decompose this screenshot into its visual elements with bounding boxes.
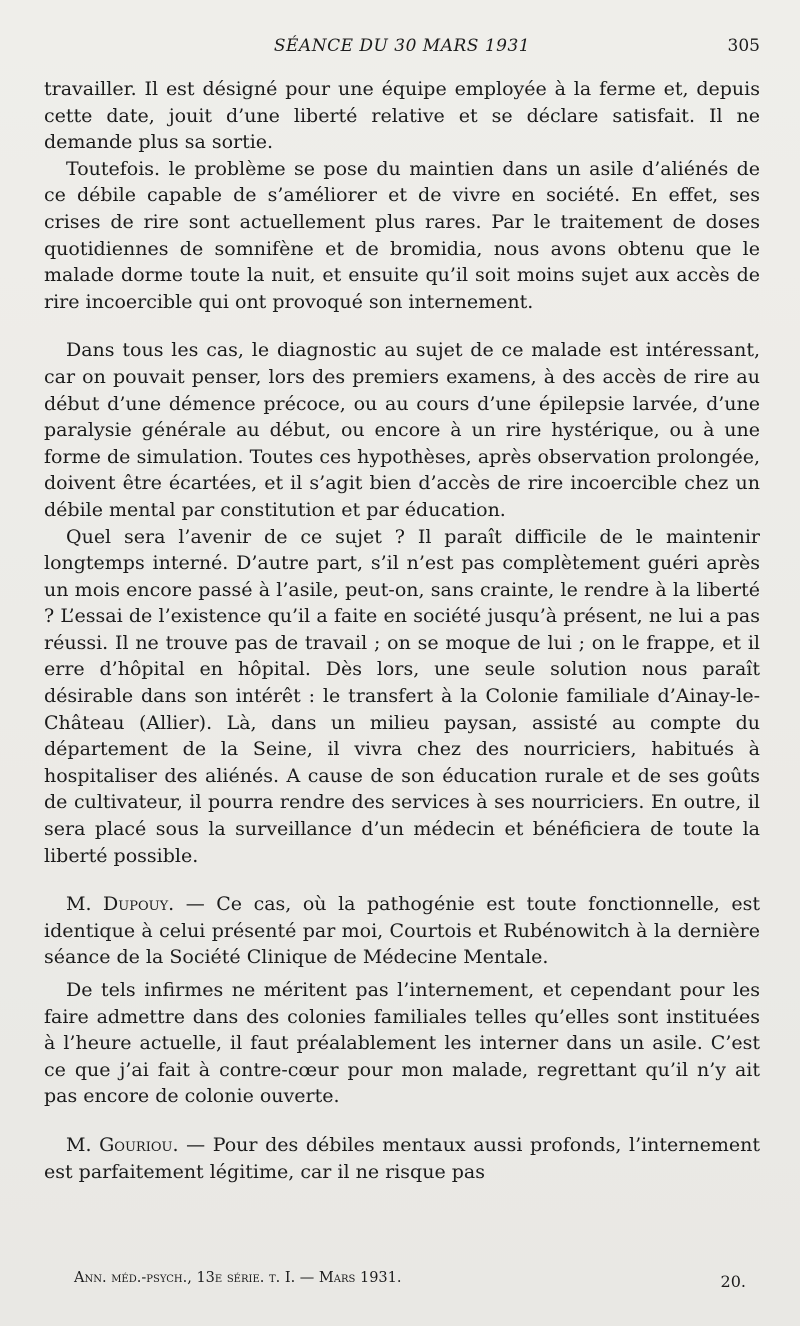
speaker-name: M. Dupouy. <box>66 893 175 916</box>
speaker-remark: — Pour des débiles mentaux aussi profonds, l’internement est parfaitement légitime, car il ne risque pas <box>44 1133 760 1183</box>
paragraph-continuation: travailler. Il est désigné pour une équipe employée à la ferme et, depuis cette date, jouit d’une liberté relative et se déclare satisfait. Il ne demande plus sa sortie. <box>44 78 760 154</box>
running-title: SÉANCE DU 30 MARS 1931 <box>273 36 531 56</box>
page-number: 305 <box>727 36 760 56</box>
running-head <box>44 36 760 58</box>
body-text <box>44 76 760 1185</box>
journal-citation: Ann. méd.-psych., 13e série. t. I. — Mars 1931. <box>74 1270 402 1286</box>
paragraph: Quel sera l’avenir de ce sujet ? Il paraît difficile de le maintenir longtemps interné. D’autre part, s’il n’est pas complètement guéri après un mois encore passé à l’asile, peut-on, sans crainte, le rendre à la liberté ? L’essai de l’existence qu’il a faite en société jusqu’à présent, ne lui a pas réussi. Il ne trouve pas de travail ; on se moque de lui ; on le frappe, et il erre d’hôpital en hôpital. Dès lors, une seule solution nous paraît désirable dans son intérêt : le transfert à la Colonie familiale d’Ainay-le-Château (Allier). Là, dans un milieu paysan, assisté au compte du département de la Seine, il vivra chez des nourriciers, habitués à hospitaliser des aliénés. A cause de son éducation rurale et de ses goûts de cultivateur, il pourra rendre des services à ses nourriciers. En outre, il sera placé sous la surveillance d’un médecin et bénéficiera de toute la liberté possible. <box>44 525 760 867</box>
paragraph: Dans tous les cas, le diagnostic au sujet de ce malade est intéressant, car on pouvait penser, lors des premiers examens, à des accès de rire au début d’une démence précoce, ou au cours d’une épilepsie larvée, d’une paralysie générale au début, ou encore à un rire hystérique, ou à une forme de simulation. Toutes ces hypothèses, après observation prolongée, doivent être écartées, et il s’agit bien d’accès de rire incoercible chez un débile mental par constitution et par éducation. <box>44 339 760 521</box>
paragraph: De tels infirmes ne méritent pas l’internement, et cependant pour les faire admettre dans des colonies familiales telles qu’elles sont instituées à l’heure actuelle, il faut préalablement les interner dans un asile. C’est ce que j’ai fait à contre-cœur pour mon malade, regrettant qu’il n’y ait pas encore de colonie ouverte. <box>44 979 760 1108</box>
signature-mark: 20. <box>720 1272 746 1291</box>
discussion-gouriou <box>44 1132 760 1185</box>
discussion-dupouy <box>44 891 760 971</box>
speaker-remark: — Ce cas, où la pathogénie est toute fonctionnelle, est identique à celui présenté par moi, Courtois et Rubénowitch à la dernière séance de la Société Clinique de Médecine Mentale. <box>44 893 760 969</box>
speaker-name: M. Gouriou. <box>66 1133 179 1156</box>
paragraph: Toutefois. le problème se pose du maintien dans un asile d’aliénés de ce débile capable de s’améliorer et de vivre en société. En effet, ses crises de rire sont actuellement plus rares. Par le traitement de doses quotidiennes de somnifène et de bromidia, nous avons obtenu que le malade dorme toute la nuit, et ensuite qu’il soit moins sujet aux accès de rire incoercible qui ont provoqué son internement. <box>44 157 760 313</box>
page-footer <box>74 1270 760 1291</box>
